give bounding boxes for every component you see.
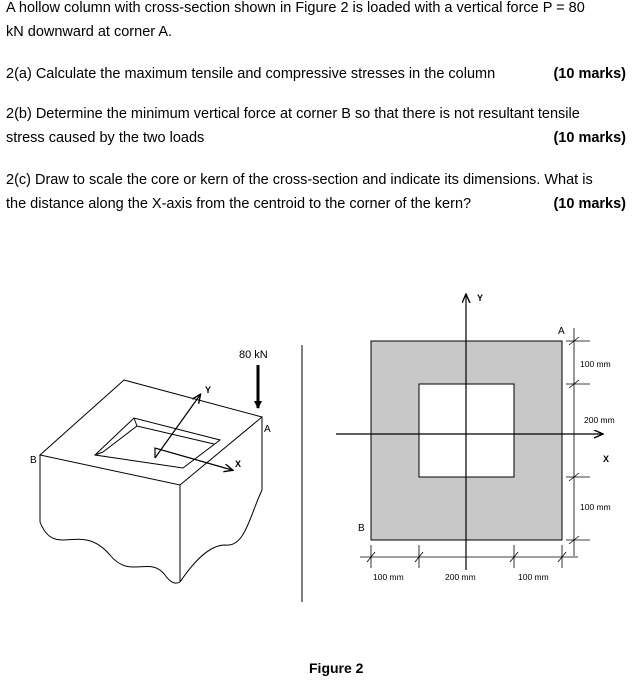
section-corner-b: B: [358, 523, 365, 534]
question-2a-text: 2(a) Calculate the maximum tensile and compressive stresses in the column: [6, 66, 496, 82]
question-2b-line-2: stress caused by the two loads: [6, 130, 205, 146]
iso-force-label: 80 kN: [239, 349, 268, 361]
section-axis-x: X: [603, 454, 610, 464]
dim-bottom-mid: 200 mm: [445, 572, 476, 582]
iso-axis-y: Y: [205, 385, 212, 395]
iso-cut-right: [180, 490, 262, 582]
isometric-column: [40, 365, 262, 583]
dim-right-top: 100 mm: [580, 359, 611, 369]
dim-bottom-left: 100 mm: [373, 572, 404, 582]
iso-axis-x: X: [235, 459, 242, 469]
iso-corner-b: B: [30, 455, 37, 466]
dim-right-mid: 200 mm: [584, 415, 615, 425]
question-2b-marks: (10 marks): [553, 130, 626, 146]
question-2c-line-2: the distance along the X-axis from the centroid to the corner of the kern?: [6, 196, 472, 212]
iso-corner-a: A: [264, 424, 271, 435]
figure-caption: Figure 2: [309, 660, 364, 676]
iso-y-axis-arrow: [155, 395, 200, 458]
bottom-dimension-line: [360, 545, 578, 568]
iso-cut-left: [40, 522, 180, 583]
question-2b-line-1: 2(b) Determine the minimum vertical force at corner B so that there is not resultant tensile: [6, 106, 580, 122]
intro-line-1: A hollow column with cross-section shown in Figure 2 is loaded with a vertical force P = 80: [6, 0, 585, 16]
iso-hole-depth-edge: [103, 426, 214, 452]
dim-bottom-right: 100 mm: [518, 572, 549, 582]
question-2c-line-1: 2(c) Draw to scale the core or kern of the cross-section and indicate its dimensions. What is: [6, 172, 593, 188]
section-axis-y: Y: [477, 293, 484, 303]
question-2a-marks: (10 marks): [553, 66, 626, 82]
question-2c-marks: (10 marks): [553, 196, 626, 212]
dim-right-bottom: 100 mm: [580, 502, 611, 512]
section-corner-a: A: [558, 326, 565, 337]
iso-inner-hole: [95, 418, 220, 468]
intro-line-2: kN downward at corner A.: [6, 24, 173, 40]
